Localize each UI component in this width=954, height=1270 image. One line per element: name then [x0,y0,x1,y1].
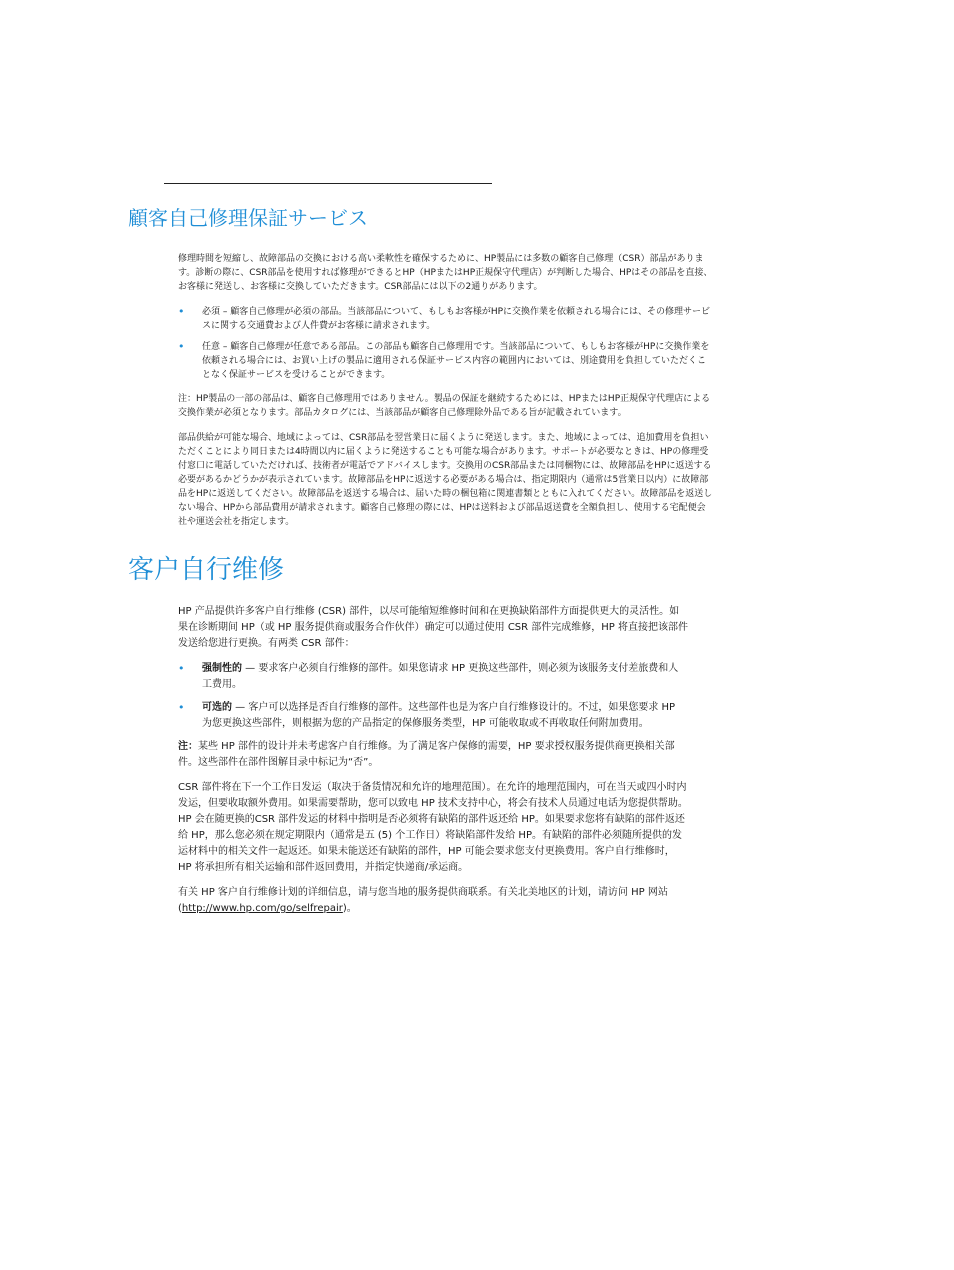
note-paragraph [178,739,688,771]
bullet-text: — 客户可以选择是否自行维修的部件。这些部件也是为客户自行维修设计的。不过，如果您要求 HP 为您更换这些部件，则根据为您的产品指定的保修服务类型，HP 可能收取或不再收取任何附加费用。 [202,702,676,729]
bullet-list [178,661,688,732]
heading-japanese: 顧客自己修理保証サービス [128,206,368,230]
contact-suffix: )。 [342,903,357,914]
intro-paragraph: 修理時間を短縮し、故障部品の交換における高い柔軟性を確保するために、HP製品には多数の顧客自己修理（CSR）部品があります。診断の際に、CSR部品を使用すれば修理ができるとHP（HPまたはHP正規保守代理店）が判断した場合、HPはその部品を直接、お客様に発送し、お客様に交換していただきます。CSR部品には以下の2通りがあります。 [178,254,713,292]
list-item [178,305,714,333]
note-label: 注： [178,741,198,752]
note-paragraph: 注：HP製品の一部の部品は、顧客自己修理用ではありません。製品の保証を継続するためには、HPまたはHP正規保守代理店による交換作業が必須となります。部品カタログには、当該部品が顧客自己修理除外品である旨が記載されています。 [178,394,711,418]
list-item [178,340,714,382]
contact-prefix: 有关 HP 客户自行维修计划的详细信息，请与您当地的服务提供商联系。有关北美地区的计划，请访问 HP 网站 ( [178,887,668,914]
bullet-term: 可选的 [202,702,232,713]
heading-chinese: 客户自行维修 [128,555,285,585]
shipping-paragraph: CSR 部件将在下一个工作日发运（取决于备货情况和允许的地理范围）。在允许的地理范围内，可在当天或四小时内发运，但要收取额外费用。如果需要帮助，您可以致电 HP 技术支持中心，将会有技术人员通过电话为您提供帮助。HP 会在随更换的CSR 部件发运的材料中指明是否必须将有缺陷的部件返还给 HP。如果要求您将有缺陷的部件返还给 HP，那么您必须在规定期限内（通常是五 (5) 个工作日）将缺陷部件发给 HP。有缺陷的部件必须随所提供的发运材料中的相关文件一起返还。如果未能送还有缺陷的部件，HP 可能会要求您支付更换费用。客户自行维修时，HP 将承担所有相关运输和部件返回费用，并指定快递商/承运商。 [178,782,688,873]
body-japanese [178,252,714,540]
bullet-icon: • [178,662,185,675]
list-item [178,661,688,693]
selfrepair-link[interactable]: http://www.hp.com/go/selfrepair [181,903,343,914]
contact-paragraph [178,885,688,917]
bullet-text: 必須 – 顧客自己修理が必須の部品。当該部品について、もしもお客様がHPに交換作業を依頼される場合には、その修理サービスに関する交通費および人件費がお客様に請求されます。 [202,307,711,331]
note-text: 某些 HP 部件的设计并未考虑客户自行维修。为了满足客户保修的需要，HP 要求授权服务提供商更换相关部件。这些部件在部件图解目录中标记为“否”。 [178,741,675,768]
bullet-term: 强制性的 [202,663,242,674]
shipping-paragraph: 部品供給が可能な場合、地域によっては、CSR部品を翌営業日に届くように発送します。また、地域によっては、追加費用を負担いただくことにより同日または4時間以内に届くように発送することも可能な場合があります。サポートが必要なときは、HPの修理受付窓口に電話していただければ、技術者が電話でアドバイスします。交換用のCSR部品または同梱物には、故障部品をHPに返送する必要があるかどうかが表示されています。故障部品をHPに返送する必要がある場合は、指定期限内（通常は5営業日以内）に故障部品をHPに返送してください。故障部品を返送する場合は、届いた時の梱包箱に関連書類とともに入れてください。故障部品を返送しない場合、HPから部品費用が請求されます。顧客自己修理の際には、HPは送料および部品返送費を全額負担し、使用する宅配便会社や運送会社を指定します。 [178,433,713,527]
bullet-text: 任意 – 顧客自己修理が任意である部品。この部品も顧客自己修理用です。当該部品について、もしもお客様がHPに交換作業を依頼される場合には、お買い上げの製品に適用される保証サービス内容の範囲内においては、別途費用を負担していただくことなく保証サービスを受けることができます。 [202,342,710,380]
bullet-icon: • [178,701,185,714]
list-item [178,700,688,732]
bullet-icon: • [178,340,185,353]
intro-paragraph: HP 产品提供许多客户自行维修 (CSR) 部件，以尽可能缩短维修时间和在更换缺陷部件方面提供更大的灵活性。如果在诊断期间 HP（或 HP 服务提供商或服务合作伙伴）确定可以通过使用 CSR 部件完成维修，HP 将直接把该部件发送给您进行更换。有两类 CSR 部件： [178,606,688,649]
bullet-icon: • [178,305,185,318]
bullet-list [178,305,714,382]
body-chinese [178,604,688,926]
header-rule [164,183,492,184]
bullet-text: — 要求客户必须自行维修的部件。如果您请求 HP 更换这些部件，则必须为该服务支付差旅费和人工费用。 [202,663,679,690]
